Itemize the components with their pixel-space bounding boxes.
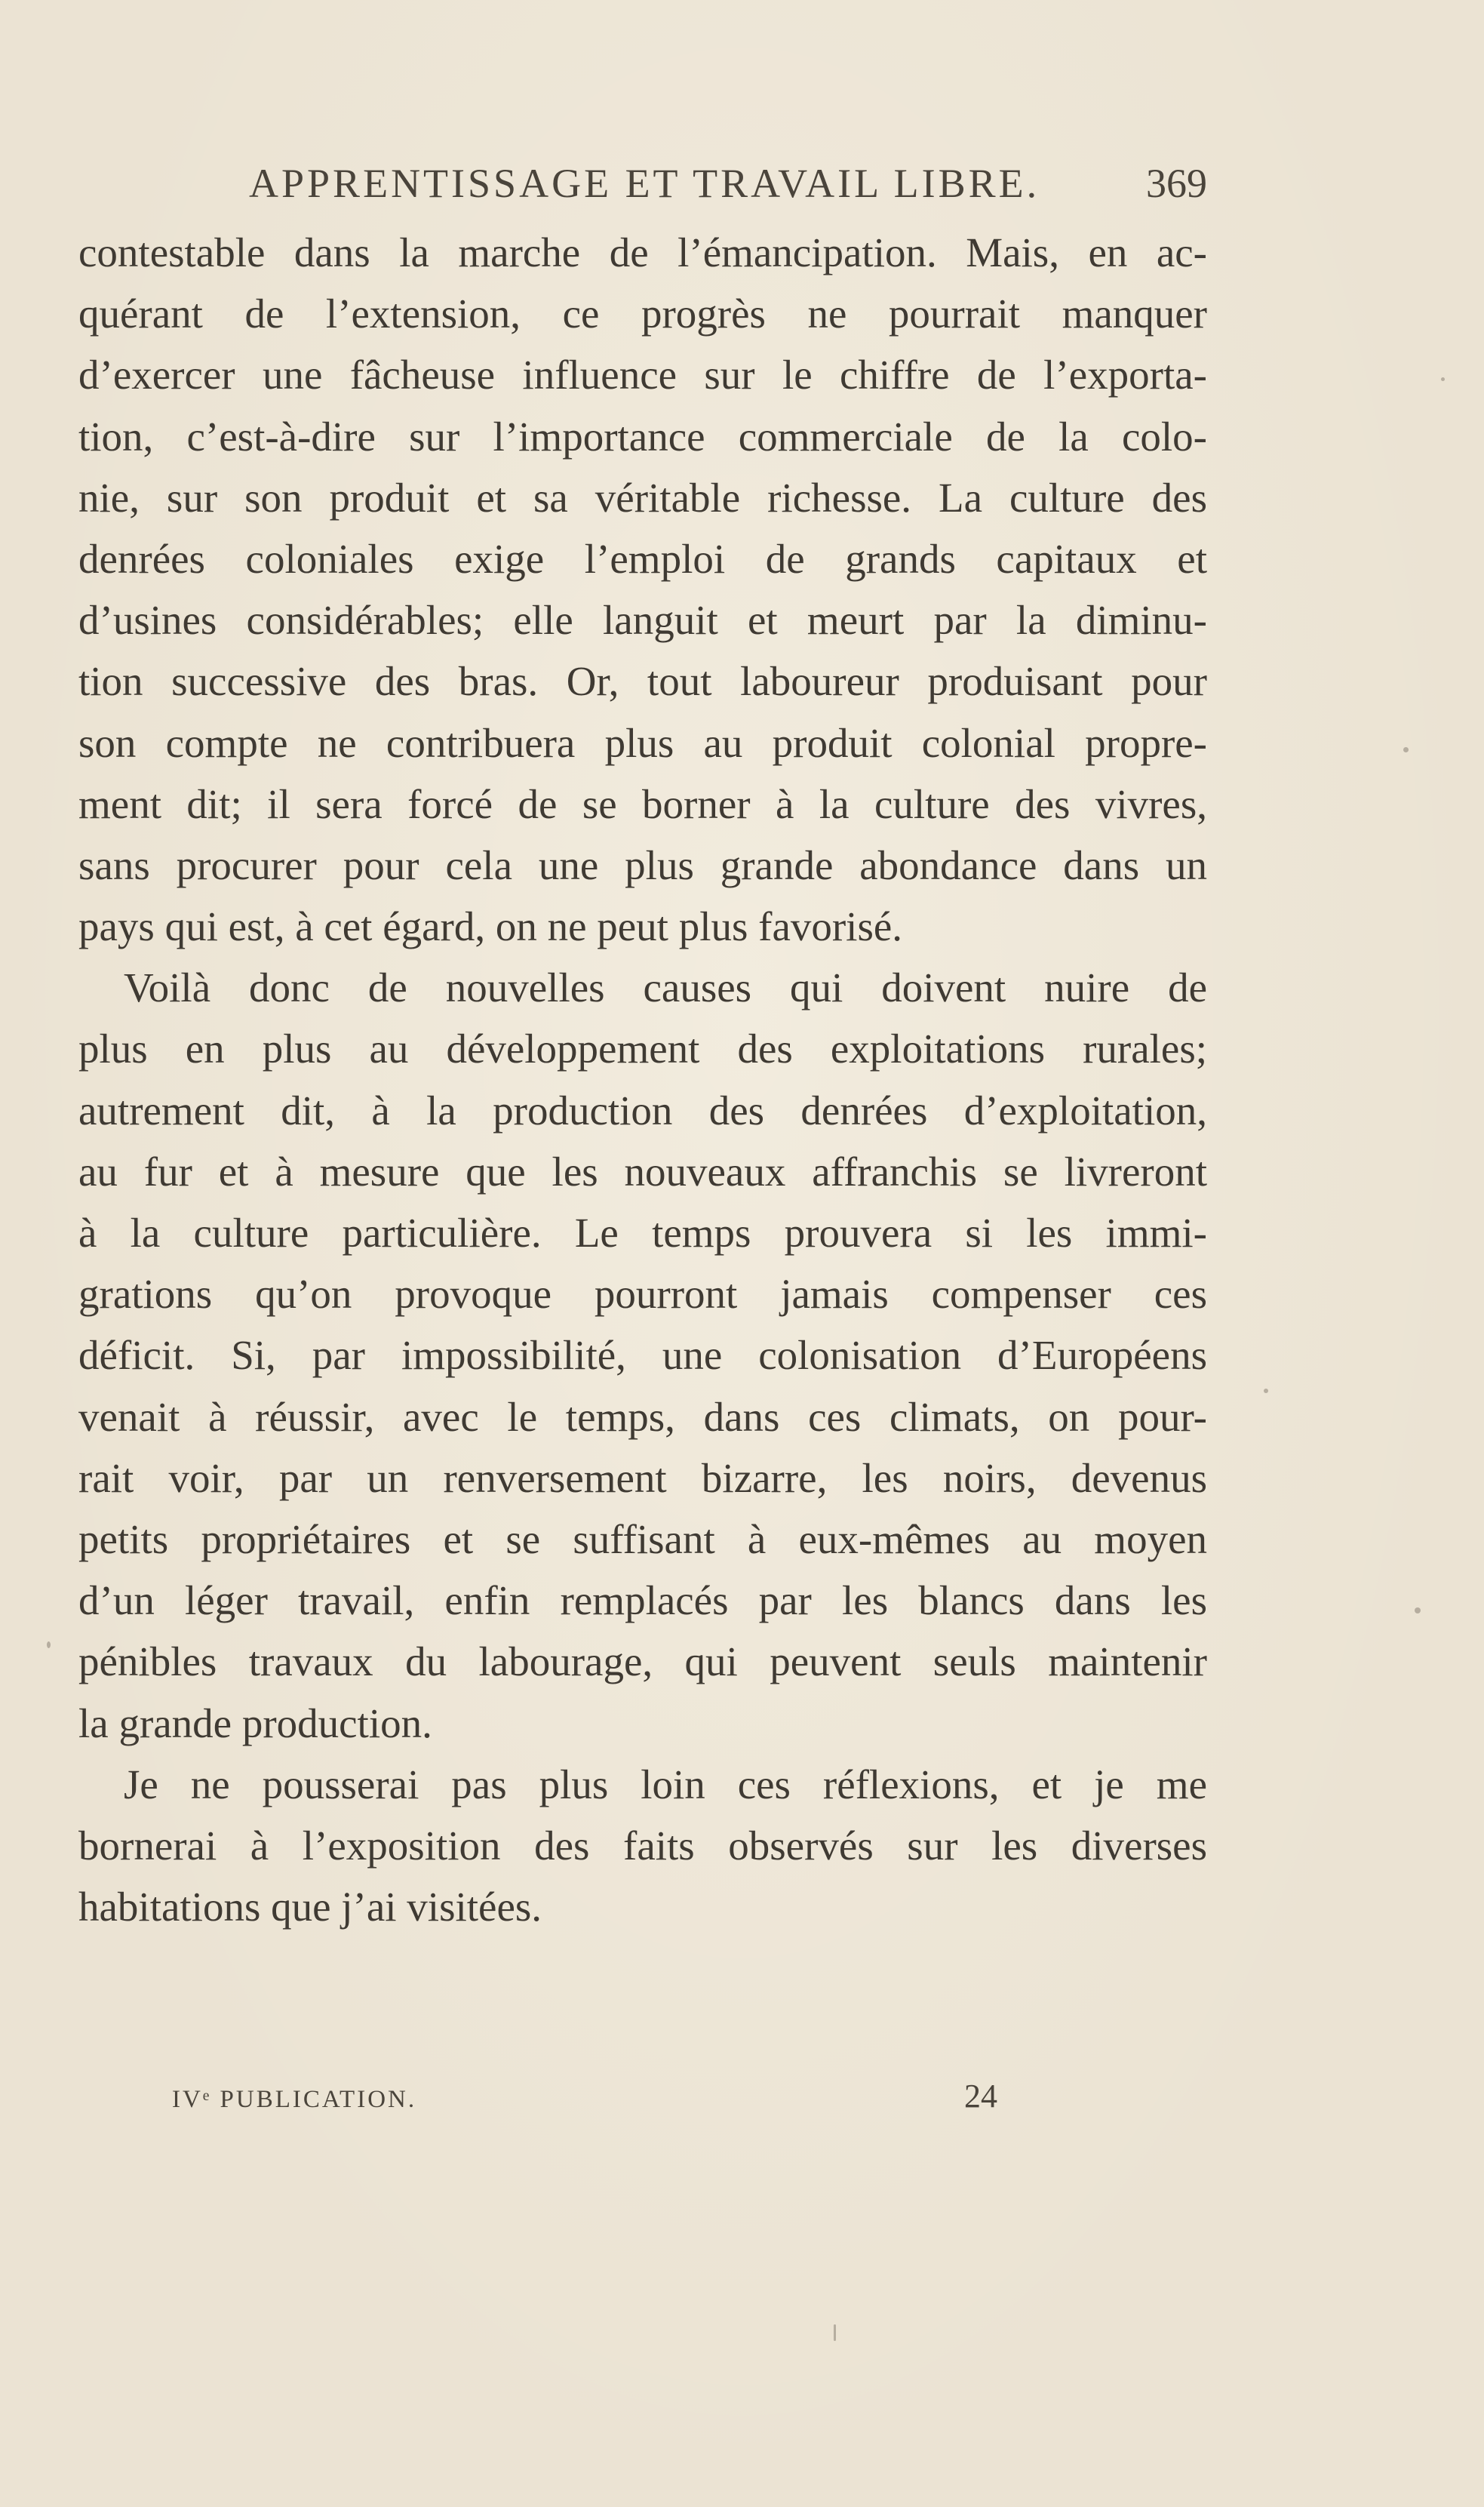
text-line: bornerai à l’exposition des faits observés sur les diverses xyxy=(78,1822,1207,1869)
paper-speck xyxy=(1264,1389,1268,1393)
running-head xyxy=(249,160,1207,213)
text-line: d’usines considérables; elle languit et meurt par la diminu- xyxy=(78,597,1207,644)
body-text xyxy=(78,222,1207,1937)
running-title: APPRENTISSAGE ET TRAVAIL LIBRE. xyxy=(249,161,1040,206)
paper-speck xyxy=(47,1641,51,1648)
text-line: rait voir, par un renversement bizarre, les noirs, devenus xyxy=(78,1454,1207,1501)
text-line: sans procurer pour cela une plus grande abondance dans un xyxy=(78,841,1207,888)
text-line: au fur et à mesure que les nouveaux affranchis se livreront xyxy=(78,1148,1207,1195)
paragraph-end-line: la grande production. xyxy=(78,1700,432,1746)
paper-speck xyxy=(1415,1607,1421,1613)
text-line: quérant de l’extension, ce progrès ne pourrait manquer xyxy=(78,291,1207,337)
page-number: 369 xyxy=(1146,161,1207,206)
paragraph-end-line: pays qui est, à cet égard, on ne peut plus favorisé. xyxy=(78,903,903,950)
printer-signature: IVᵉ PUBLICATION. xyxy=(172,2086,417,2113)
text-line: déficit. Si, par impossibilité, une colonisation d’Européens xyxy=(78,1332,1207,1379)
text-line: petits propriétaires et se suffisant à eux-mêmes au moyen xyxy=(78,1515,1207,1562)
text-line: grations qu’on provoque pourront jamais compenser ces xyxy=(78,1271,1207,1318)
paper-speck xyxy=(834,2324,836,2341)
text-line: plus en plus au développement des exploitations rurales; xyxy=(78,1026,1207,1072)
paragraph-start-line: Voilà donc de nouvelles causes qui doivent nuire de xyxy=(124,964,1207,1011)
text-line: d’un léger travail, enfin remplacés par les blancs dans les xyxy=(78,1577,1207,1624)
paragraph-start-line: Je ne pousserai pas plus loin ces réflexions, et je me xyxy=(124,1761,1207,1807)
text-line: pénibles travaux du labourage, qui peuvent seuls maintenir xyxy=(78,1638,1207,1685)
text-line: nie, sur son produit et sa véritable richesse. La culture des xyxy=(78,474,1207,521)
text-line: d’exercer une fâcheuse influence sur le chiffre de l’exporta- xyxy=(78,352,1207,398)
text-line: contestable dans la marche de l’émancipation. Mais, en ac- xyxy=(78,229,1207,275)
text-line: à la culture particulière. Le temps prouvera si les immi- xyxy=(78,1210,1207,1256)
text-line: autrement dit, à la production des denrées d’exploitation, xyxy=(78,1087,1207,1134)
text-line: denrées coloniales exige l’emploi de grands capitaux et xyxy=(78,535,1207,582)
text-line: son compte ne contribuera plus au produit colonial propre- xyxy=(78,719,1207,766)
text-line: tion successive des bras. Or, tout laboureur produisant pour xyxy=(78,658,1207,705)
text-line: tion, c’est-à-dire sur l’importance commerciale de la colo- xyxy=(78,413,1207,460)
paper-speck xyxy=(1441,377,1445,381)
paragraph-end-line: habitations que j’ai visitées. xyxy=(78,1884,542,1930)
text-line: venait à réussir, avec le temps, dans ces climats, on pour- xyxy=(78,1393,1207,1440)
signature-number: 24 xyxy=(964,2078,997,2115)
paper-speck xyxy=(1403,747,1409,752)
text-line: ment dit; il sera forcé de se borner à la culture des vivres, xyxy=(78,780,1207,827)
